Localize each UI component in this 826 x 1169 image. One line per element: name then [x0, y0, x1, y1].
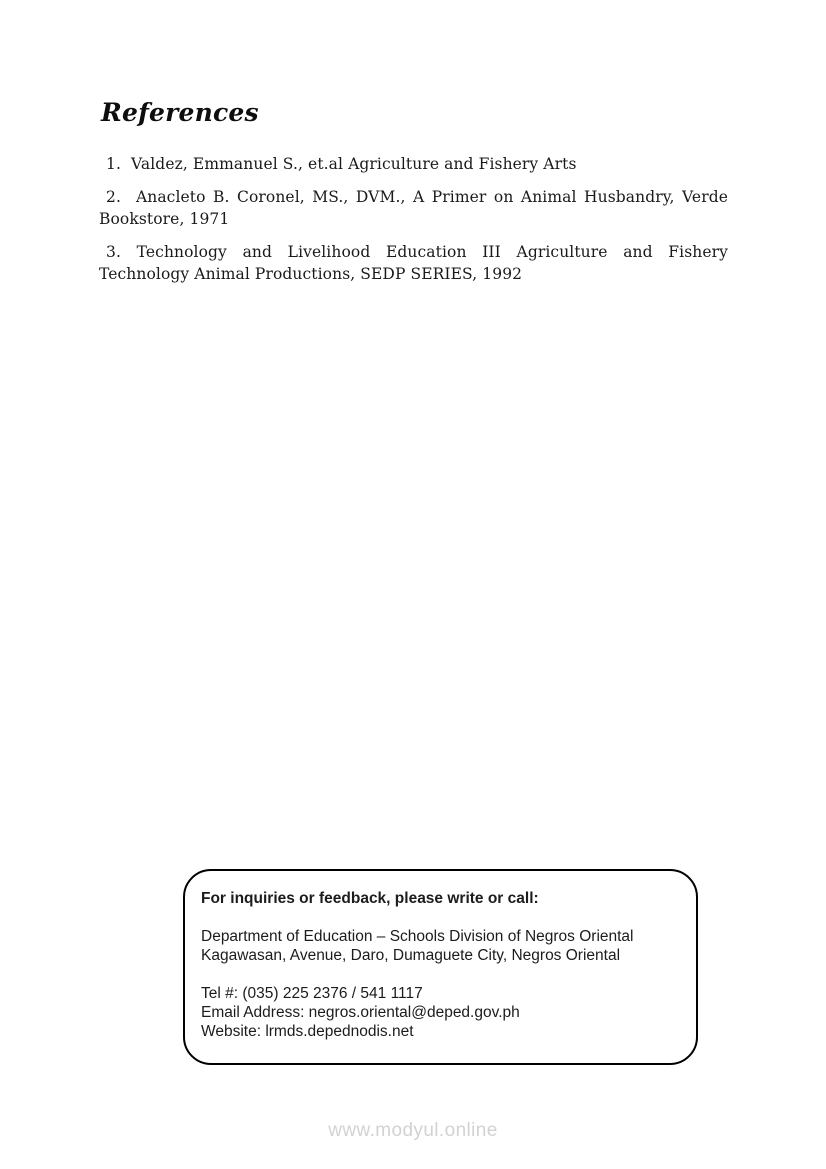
reference-item — [99, 186, 728, 230]
reference-line: Bookstore, 1971 — [99, 210, 230, 228]
contact-address-line: Department of Education – Schools Division of Negros Oriental — [201, 928, 634, 945]
reference-line: Technology Animal Productions, SEDP SERIES, 1992 — [99, 265, 523, 283]
reference-line: 1. Valdez, Emmanuel S., et.al Agriculture and Fishery Arts — [106, 155, 577, 173]
watermark-text: www.modyul.online — [328, 1120, 498, 1141]
contact-box-title: For inquiries or feedback, please write or call: — [201, 890, 539, 907]
reference-line: 3. Technology and Livelihood Education III Agriculture and Fishery — [106, 243, 728, 261]
contact-website-line: Website: lrmds.depednodis.net — [201, 1023, 414, 1040]
contact-tel-line: Tel #: (035) 225 2376 / 541 1117 — [201, 985, 423, 1002]
contact-info-box — [183, 869, 698, 1065]
references-list — [99, 153, 728, 296]
reference-item — [99, 241, 728, 285]
references-heading: References — [101, 98, 259, 127]
reference-line: 2. Anacleto B. Coronel, MS., DVM., A Primer on Animal Husbandry, Verde — [106, 188, 728, 206]
reference-item — [99, 153, 728, 175]
contact-address-line: Kagawasan, Avenue, Daro, Dumaguete City, Negros Oriental — [201, 947, 621, 964]
contact-email-line: Email Address: negros.oriental@deped.gov.ph — [201, 1004, 520, 1021]
